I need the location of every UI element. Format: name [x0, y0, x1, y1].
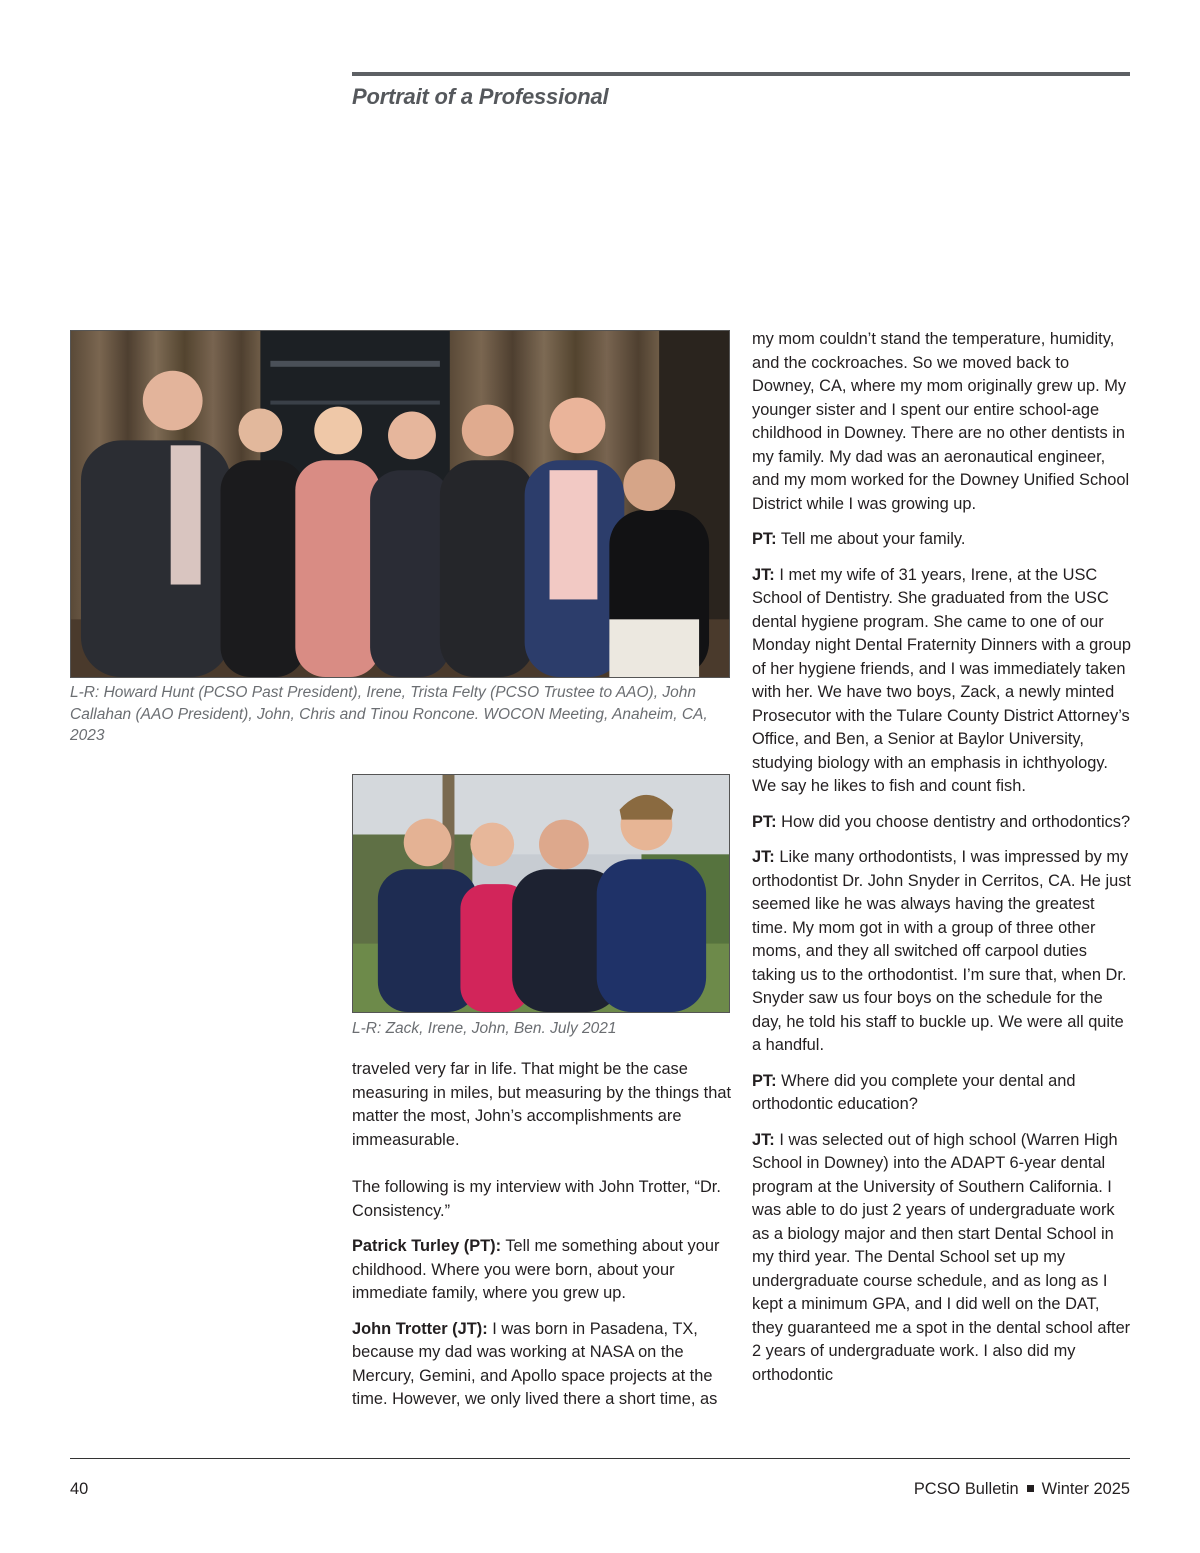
paragraph: PT: How did you choose dentistry and orthodontics?: [752, 812, 1131, 831]
article-column-right: [752, 328, 1132, 1399]
speaker-label: PT:: [752, 812, 777, 831]
speaker-label: JT:: [752, 1130, 775, 1149]
issue-date: Winter 2025: [1041, 1480, 1130, 1498]
page-number: 40: [70, 1480, 89, 1498]
publication-info: [914, 1480, 1130, 1499]
paragraph: John Trotter (JT): I was born in Pasadena, TX, because my dad was working at NASA on the Mercury, Gemini, and Apollo space projects at the time. However, we only lived there a short time, as: [352, 1319, 718, 1408]
speaker-label: Patrick Turley (PT):: [352, 1237, 502, 1255]
square-bullet-icon: [1027, 1485, 1034, 1492]
group-photo-wocon: [70, 330, 730, 678]
photo-caption-1: L-R: Howard Hunt (PCSO Past President), Irene, Trista Felty (PCSO Trustee to AAO), John Callahan (AAO President), John, Chris and Tinou Roncone. WOCON Meeting, Anaheim, CA, 2023: [70, 684, 708, 744]
header-rule: [352, 72, 1130, 76]
paragraph: PT: Where did you complete your dental and orthodontic education?: [752, 1071, 1076, 1113]
section-title: Portrait of a Professional: [352, 84, 609, 109]
article-column-left: [352, 1058, 732, 1424]
photo-caption-2: L-R: Zack, Irene, John, Ben. July 2021: [352, 1020, 617, 1037]
footer-rule: [70, 1458, 1130, 1459]
paragraph: my mom couldn’t stand the temperature, humidity, and the cockroaches. So we moved back to Downey, CA, where my mom originally grew up. My younger sister and I spent our entire school-age childhood in Downey. There are no other dentists in my family. My dad was an aeronautical engineer, and my mom worked for the Downey Unified School District while I was growing up.: [752, 330, 1130, 513]
speaker-label: PT:: [752, 1071, 777, 1090]
paragraph: Patrick Turley (PT): Tell me something about your childhood. Where you were born, about your immediate family, where you grew up.: [352, 1237, 720, 1302]
paragraph: JT: I met my wife of 31 years, Irene, at the USC School of Dentistry. She graduated from the USC dental hygiene program. She came to one of our Monday night Dental Fraternity Dinners with a group of her hygiene friends, and I was immediately taken with her. We have two boys, Zack, a newly minted Prosecutor with the Tulare County District Attorney’s Office, and Ben, a Senior at Baylor University, studying biology with an emphasis in ichthyology. We say he likes to fish and count fish.: [752, 565, 1131, 795]
speaker-label: John Trotter (JT):: [352, 1319, 488, 1338]
publication-name: PCSO Bulletin: [913, 1480, 1019, 1498]
paragraph: JT: Like many orthodontists, I was impressed by my orthodontist Dr. John Snyder in Cerritos, CA. He just seemed like he was always having the greatest time. My mom got in with a group of three other moms, and they all switched off carpool duties taking us to the orthodontist. I’m sure that, when Dr. Snyder saw us four boys on the schedule for the day, he told his staff to buckle up. We were all quite a handful.: [752, 848, 1131, 1054]
speaker-label: JT:: [752, 848, 775, 866]
speaker-label: JT:: [752, 565, 775, 584]
paragraph: The following is my interview with John Trotter, “Dr. Consistency.”: [352, 1178, 721, 1220]
paragraph: PT: Tell me about your family.: [752, 530, 966, 548]
speaker-label: PT:: [752, 530, 777, 548]
paragraph: traveled very far in life. That might be the case measuring in miles, but measuring by the things that matter the most, John’s accomplishments are immeasurable.: [352, 1060, 732, 1149]
family-photo: [352, 774, 730, 1013]
paragraph: JT: I was selected out of high school (Warren High School in Downey) into the ADAPT 6-year dental program at the University of Southern California. I was able to do just 2 years of undergraduate work as a biology major and then start Dental School in my third year. The Dental School set up my undergraduate course schedule, and as long as I kept a minimum GPA, and I did well on the DAT, they guaranteed me a spot in the dental school after 2 years of undergraduate work. I also did my orthodontic: [752, 1130, 1131, 1384]
